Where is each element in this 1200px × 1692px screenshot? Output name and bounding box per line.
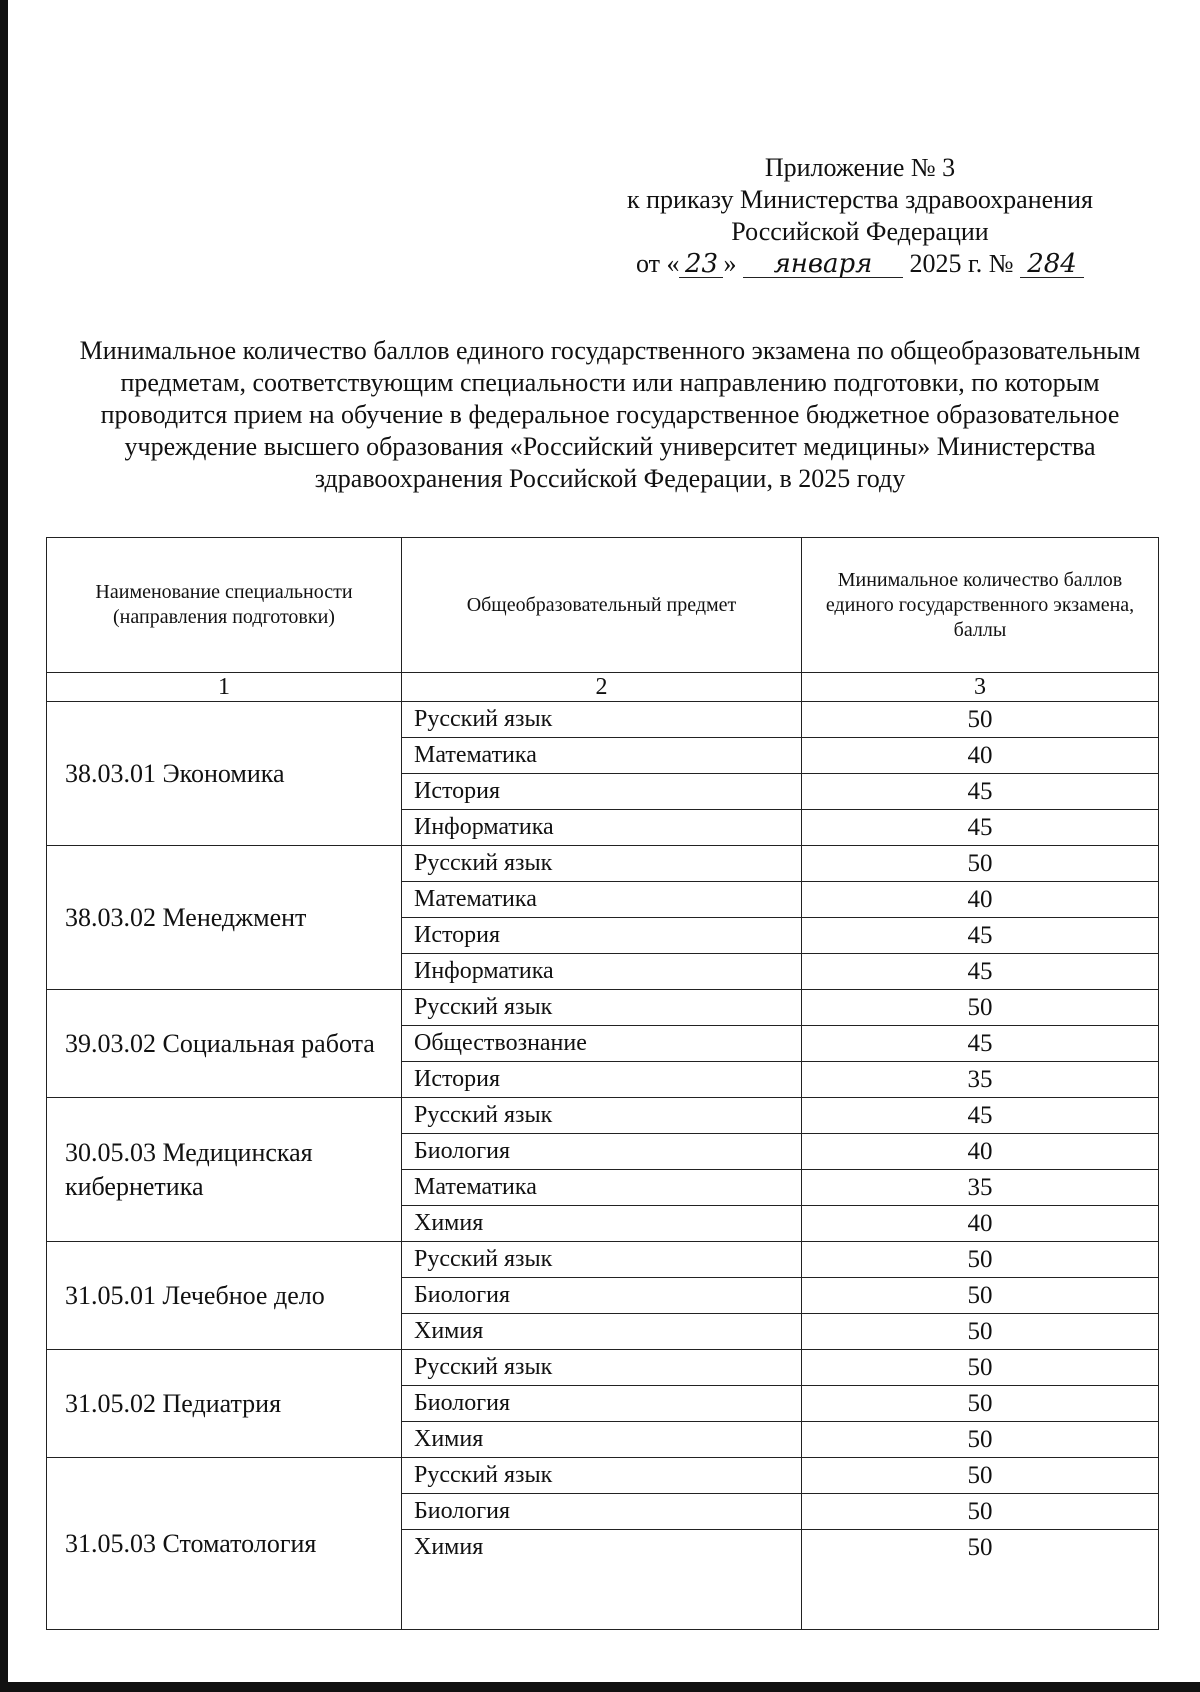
column-number-1: 1 [47, 673, 402, 702]
subject-cell: Русский язык [402, 1458, 802, 1494]
specialty-cell: 31.05.03 Стоматология [47, 1458, 402, 1630]
subject-cell: Русский язык [402, 702, 802, 738]
score-cell: 50 [802, 702, 1159, 738]
score-cell: 50 [802, 990, 1159, 1026]
score-cell: 40 [802, 1206, 1159, 1242]
score-cell: 35 [802, 1062, 1159, 1098]
subject-cell: Математика [402, 738, 802, 774]
score-cell: 45 [802, 810, 1159, 846]
subject-cell: Математика [402, 882, 802, 918]
score-cell: 50 [802, 1386, 1159, 1422]
subject-cell: Математика [402, 1170, 802, 1206]
scan-edge-bottom [0, 1682, 1200, 1692]
subject-cell: Русский язык [402, 846, 802, 882]
column-number-2: 2 [402, 673, 802, 702]
specialty-cell: 38.03.01 Экономика [47, 702, 402, 846]
score-cell: 50 [802, 1278, 1159, 1314]
score-cell: 45 [802, 1026, 1159, 1062]
table-row [47, 1350, 1159, 1386]
subject-cell: Русский язык [402, 1242, 802, 1278]
subject-cell: История [402, 918, 802, 954]
score-cell: 50 [802, 1458, 1159, 1494]
score-cell: 50 [802, 1422, 1159, 1458]
subject-cell: Биология [402, 1494, 802, 1530]
table-row [47, 1098, 1159, 1134]
table-row [47, 846, 1159, 882]
subject-cell: Химия [402, 1206, 802, 1242]
specialty-cell: 31.05.02 Педиатрия [47, 1350, 402, 1458]
handwritten-order-number: 284 [1020, 251, 1084, 278]
appendix-block [560, 152, 1160, 280]
table-row [47, 990, 1159, 1026]
subject-cell: Химия [402, 1314, 802, 1350]
specialty-cell: 39.03.02 Социальная работа [47, 990, 402, 1098]
subject-cell: Русский язык [402, 990, 802, 1026]
subject-cell: Химия [402, 1422, 802, 1458]
subject-cell: Информатика [402, 954, 802, 990]
appendix-number: Приложение № 3 [764, 153, 956, 182]
score-cell: 50 [802, 1242, 1159, 1278]
score-cell: 40 [802, 882, 1159, 918]
subject-cell: Русский язык [402, 1350, 802, 1386]
date-year: 2025 г. № [909, 249, 1014, 278]
score-cell: 40 [802, 1134, 1159, 1170]
subject-cell: История [402, 774, 802, 810]
column-number-3: 3 [802, 673, 1159, 702]
subject-cell: История [402, 1062, 802, 1098]
score-cell: 45 [802, 954, 1159, 990]
scores-table [46, 537, 1159, 1630]
order-date-line [560, 248, 1160, 280]
subject-cell: Обществознание [402, 1026, 802, 1062]
subject-cell: Русский язык [402, 1098, 802, 1134]
score-cell: 40 [802, 738, 1159, 774]
header-specialty: Наименование специальности (направления подготовки) [47, 538, 402, 673]
subject-cell: Химия [402, 1530, 802, 1630]
handwritten-month: января [743, 251, 903, 278]
document-title: Минимальное количество баллов единого государственного экзамена по общеобразовательным предметам, соответствующим специальности или направлению подготовки, по которым проводится прием на обучение в федеральное государственное бюджетное образовательное учреждение высшего образования «Российский университет медицины» Министерства здравоохранения Российской Федерации, в 2025 году [79, 336, 1141, 493]
specialty-cell: 31.05.01 Лечебное дело [47, 1242, 402, 1350]
score-cell: 50 [802, 1530, 1159, 1630]
specialty-cell: 30.05.03 Медицинская кибернетика [47, 1098, 402, 1242]
score-cell: 35 [802, 1170, 1159, 1206]
date-prefix: от « [635, 249, 680, 278]
score-cell: 45 [802, 1098, 1159, 1134]
date-mid: » [723, 249, 737, 278]
table-row [47, 1458, 1159, 1494]
score-cell: 50 [802, 1314, 1159, 1350]
table-row [47, 1242, 1159, 1278]
score-cell: 45 [802, 918, 1159, 954]
score-cell: 50 [802, 846, 1159, 882]
specialty-cell: 38.03.02 Менеджмент [47, 846, 402, 990]
score-cell: 50 [802, 1350, 1159, 1386]
handwritten-day: 23 [679, 251, 723, 278]
subject-cell: Биология [402, 1134, 802, 1170]
appendix-order-ref: к приказу Министерства здравоохранения [627, 185, 1093, 214]
header-min-score: Минимальное количество баллов единого государственного экзамена, баллы [802, 538, 1159, 673]
score-cell: 50 [802, 1494, 1159, 1530]
subject-cell: Информатика [402, 810, 802, 846]
subject-cell: Биология [402, 1386, 802, 1422]
table-row [47, 702, 1159, 738]
appendix-ministry: Российской Федерации [731, 217, 989, 246]
scan-edge-left [0, 0, 8, 1692]
subject-cell: Биология [402, 1278, 802, 1314]
header-subject: Общеобразовательный предмет [402, 538, 802, 673]
score-cell: 45 [802, 774, 1159, 810]
